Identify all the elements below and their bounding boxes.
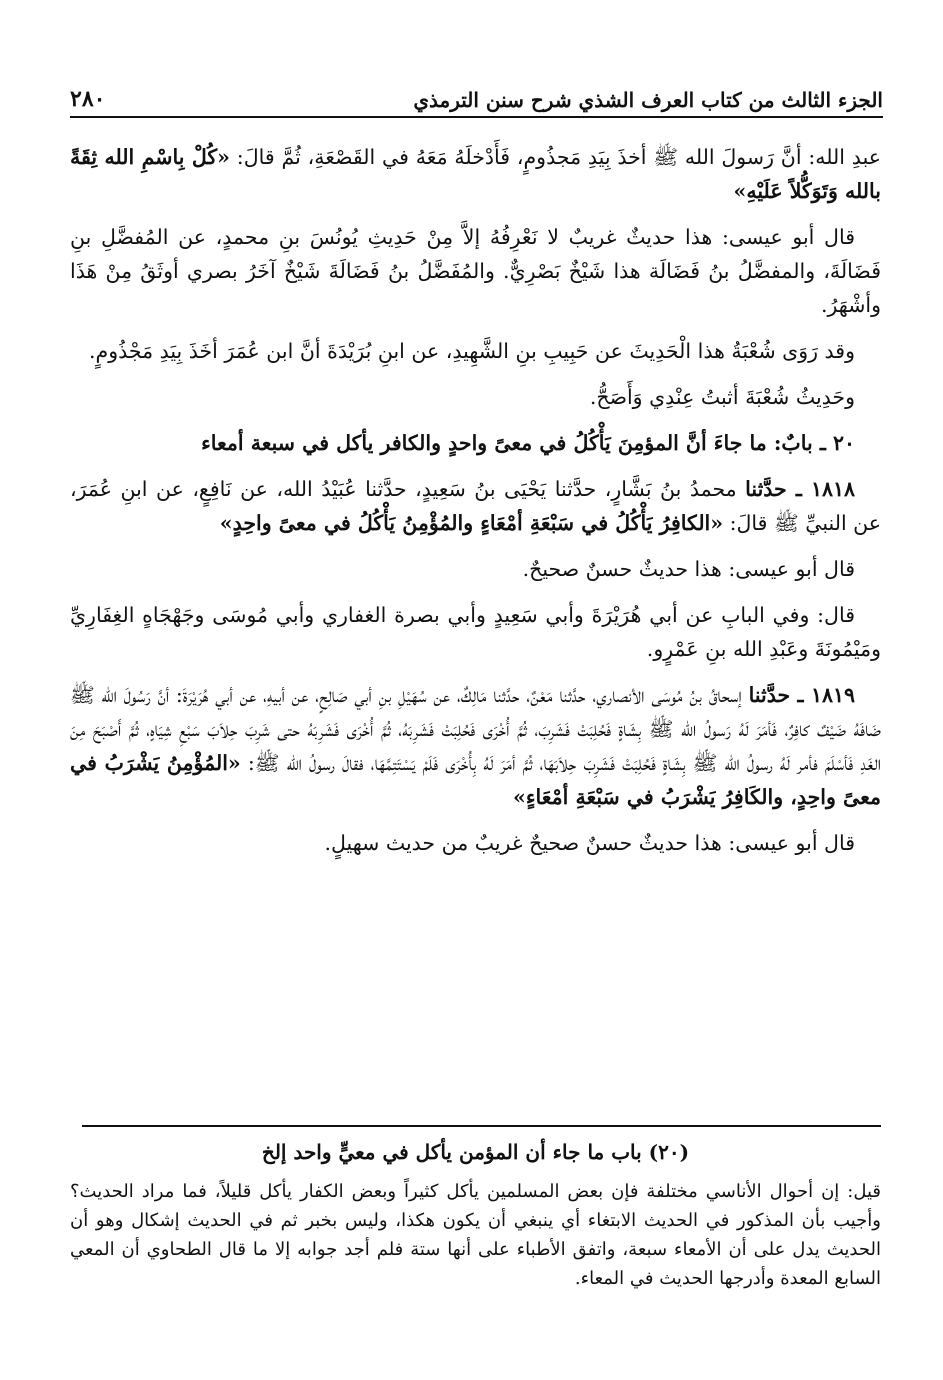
hadith-1818 xyxy=(70,472,881,540)
paragraph-4: وحَدِيثُ شُعْبَةَ أثبتُ عِنْدِي وَأَصَحُّ. xyxy=(589,385,855,409)
paragraph-3: وقد رَوَى شُعْبَةُ هذا الْحَدِيثَ عن حَبِيبِ بنِ الشَّهِيدِ، عن ابنِ بُرَيْدَةَ أنَّ ابن عُمَرَ أخَذَ بِيَدِ مَجْذُومٍ. xyxy=(88,339,855,363)
hadith-1818-quote: «الكافِرُ يَأْكُلُ في سَبْعَةِ أمْعَاءٍ والمُؤْمِنُ يَأْكُلُ في معىً واحِدٍ» xyxy=(219,511,724,535)
paragraph-6: قال أبو عيسى: هذا حديثٌ حسنٌ صحيحٌ. xyxy=(522,557,855,581)
hadith-1819-number: ١٨١٩ ـ حدَّثنا xyxy=(748,683,856,707)
hadith-1818-text: محمدُ بنُ بَشَّارٍ، حدَّثنا يَحْيَى بنُ سَعِيدٍ، حدَّثنا عُبَيْدُ الله، عن نَافِعٍ، عن ابنِ عُمَرَ، عن النبيِّ ﷺ قالَ: xyxy=(70,477,881,535)
hadith-1819 xyxy=(70,678,881,814)
paragraph-2: قال أبو عيسى: هذا حديثٌ غريبٌ لا نَعْرِفُهُ إلاَّ مِنْ حَدِيثِ يُونُسَ بنِ محمدٍ، عن المُفضَّلِ بنِ فَضَالَةَ، والمفضَّلُ بنُ فَضَالَة هذا شَيْخٌ بَصْرِيٌّ. والمُفَضَّلُ بنُ فَضَالَةَ شَيْخٌ آخَرُ بصري أوثَقُ مِنْ هَذَا وأشْهَرُ. xyxy=(70,225,881,317)
main-text xyxy=(70,140,881,872)
footnote-text: قيل: إن أحوال الأناسي مختلفة فإن بعض المسلمين يأكل كثيراً وبعض الكفار يأكل قليلاً، فما مراد الحديث؟ وأجيب بأن المذكور في الحديث الابتغاء أي ينبغي أن يكون هكذا، وليس بخبر ثم في الحديث إشكال وهو أن الحديث يدل على أن الأمعاء سبعة، واتفق الأطباء على أنها ستة فلم أجد جوابه إلا ما قال الطحاوي أن المعي السابع المعدة وأدرجها الحديث في المعاء. xyxy=(70,1181,881,1289)
page-number: ٢٨٠ xyxy=(70,86,106,112)
running-header xyxy=(70,80,883,118)
running-title: الجزء الثالث من كتاب العرف الشذي شرح سنن الترمذي xyxy=(413,88,883,112)
hadith-quote-1: «كُلْ بِاسْمِ الله ثِقَةً بالله وَتَوَكُّلاً عَلَيْهِ» xyxy=(70,145,881,203)
footnote xyxy=(70,1138,881,1293)
paragraph-1-text: عبدِ الله: أنَّ رَسولَ الله ﷺ أخذَ بِيَدِ مَجذُومٍ، فَأَدْخلَهُ مَعَهُ في القَصْعَةِ، ثُمَّ قالَ: xyxy=(229,145,881,169)
hadith-1819-text: إسحاقُ بنُ مُوسَى الأنصاري، حدَّثنا مَعْنٌ، حدَّثنا مَالِكٌ، عن سُهَيْلِ بنِ أبي صَالِحٍ، عن أبيهِ، عن أبي هُرَيْرَةَ: أنَّ رَسُولَ الله ﷺ ضَافَهُ ضَيْفٌ كافِرٌ، فَأمَرَ لَهُ رَسولُ الله ﷺ بِشَاةٍ فَحُلِبَتْ فَشَرِبَ، ثُمَّ أُخْرَى فَحُلِبَتْ فَشَرِبَهُ، ثُمَّ أُخْرَى فَشَرِبَهُ حتى شَرِبَ حِلاَبَ سَبْعِ شِيَاهٍ، ثُمَّ أَصْبَحَ مِنَ الغَدِ فَأسْلَمَ فأمر لَهُ رسولُ الله ﷺ بِشَاةٍ فَحُلِبَتْ فَشَرِبَ حِلاَبَهَا، ثُمَّ أمَرَ لَهُ بِأُخْرَى فَلَمْ يَسْتَتِمَّهَا، فقالَ رسولُ الله ﷺ: xyxy=(70,683,881,775)
paragraph-9: قال أبو عيسى: هذا حديثٌ حسنٌ صحيحٌ غريبٌ من حديث سهيلٍ. xyxy=(324,831,855,855)
chapter-heading: ٢٠ ـ بابٌ: ما جاءَ أنَّ المؤمِنَ يَأْكُلُ في معىً واحدٍ والكافر يأكل في سبعة أمعاء xyxy=(201,431,855,455)
footnote-separator xyxy=(82,1125,881,1127)
footnote-title: (٢٠) باب ما جاء أن المؤمن يأكل في معيٍّ واحد إلخ xyxy=(261,1140,690,1164)
hadith-1819-quote: «المُؤْمِنُ يَشْرَبُ في معىً واحِدٍ، والكَافِرُ يَشْرَبُ في سَبْعَةِ أمْعَاءٍ» xyxy=(70,751,881,809)
paragraph-7: قال: وفي البابِ عن أبي هُرَيْرَةَ وأبي سَعِيدٍ وأبي بصرة الغفاري وأبي مُوسَى وجَهْجَاهٍ الغِفَارِيِّ ومَيْمُونَةَ وعَبْدِ الله بنِ عَمْرٍو. xyxy=(70,603,881,661)
hadith-1818-number: ١٨١٨ ـ حدَّثنا xyxy=(745,477,855,501)
paragraph-1 xyxy=(70,140,881,208)
